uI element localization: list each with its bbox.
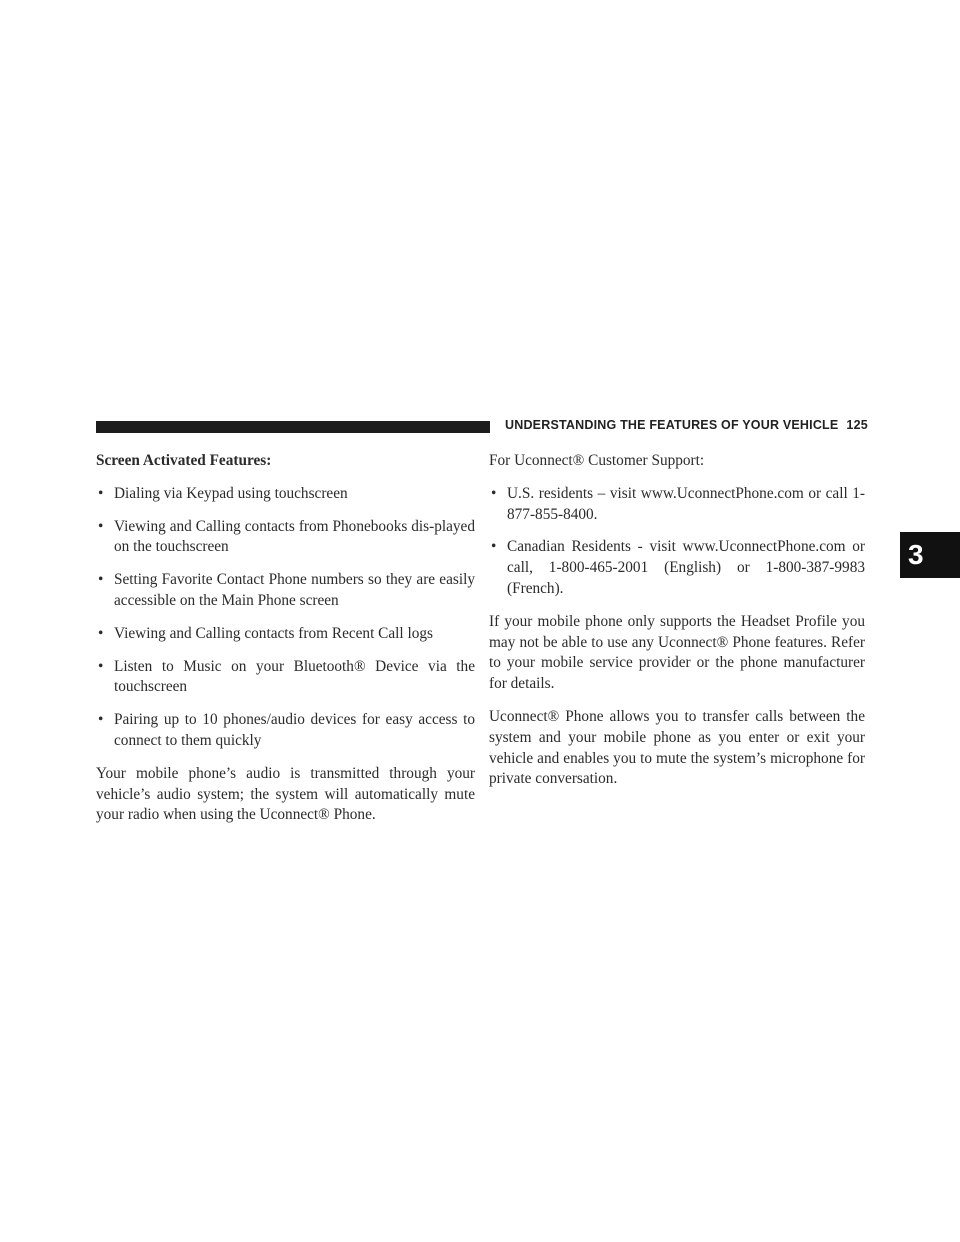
list-item	[96, 657, 475, 699]
bullet-icon: •	[491, 484, 497, 502]
bullet-icon: •	[98, 484, 104, 502]
list-item	[96, 484, 475, 505]
header-rule	[96, 421, 490, 433]
bullet-icon: •	[98, 657, 104, 675]
list-item-text: U.S. residents – visit www.UconnectPhone.com or call 1-877-855-8400.	[507, 484, 865, 523]
list-item	[489, 484, 865, 526]
body-paragraph: Your mobile phone’s audio is transmitted through your vehicle’s audio system; the system will automatically mute your radio when using the Uconnect® Phone.	[96, 764, 475, 824]
list-item-text: Listen to Music on your Bluetooth® Device via the touchscreen	[114, 657, 475, 696]
support-list	[489, 484, 865, 600]
page-number: 125	[846, 418, 868, 432]
bullet-icon: •	[98, 711, 104, 729]
list-item	[489, 537, 865, 599]
body-paragraph: Uconnect® Phone allows you to transfer calls between the system and your mobile phone as you enter or exit your vehicle and enables you to mute the system’s microphone for private conversation.	[489, 707, 865, 788]
list-item	[96, 624, 475, 645]
list-item-text: Setting Favorite Contact Phone numbers so they are easily accessible on the Main Phone screen	[114, 571, 475, 609]
support-intro: For Uconnect® Customer Support:	[489, 452, 705, 469]
list-item-text: Dialing via Keypad using touchscreen	[114, 484, 348, 502]
list-item-text: Pairing up to 10 phones/audio devices for easy access to connect to them quickly	[114, 711, 475, 749]
section-heading: Screen Activated Features:	[96, 452, 272, 469]
list-item	[96, 517, 475, 559]
bullet-icon: •	[491, 538, 497, 556]
chapter-tab: 3	[900, 532, 960, 578]
bullet-icon: •	[98, 624, 104, 642]
body-paragraph: If your mobile phone only supports the Headset Profile you may not be able to use any Uconnect® Phone features. Refer to your mobile service provider or the phone manufacturer for details.	[489, 612, 865, 693]
list-item-text: Canadian Residents - visit www.UconnectPhone.com or call, 1-800-465-2001 (English) or 1-800-387-9983 (French).	[507, 538, 865, 597]
list-item-text: Viewing and Calling contacts from Recent Call logs	[114, 624, 433, 642]
bullet-icon: •	[98, 517, 104, 535]
list-item	[96, 710, 475, 752]
list-item	[96, 570, 475, 612]
bullet-icon: •	[98, 571, 104, 589]
right-column	[489, 445, 865, 790]
features-list	[96, 484, 475, 752]
list-item-text: Viewing and Calling contacts from Phonebooks dis-played on the touchscreen	[114, 517, 475, 556]
section-title: UNDERSTANDING THE FEATURES OF YOUR VEHICLE	[505, 418, 839, 432]
running-header	[505, 418, 868, 436]
left-column	[96, 445, 475, 826]
